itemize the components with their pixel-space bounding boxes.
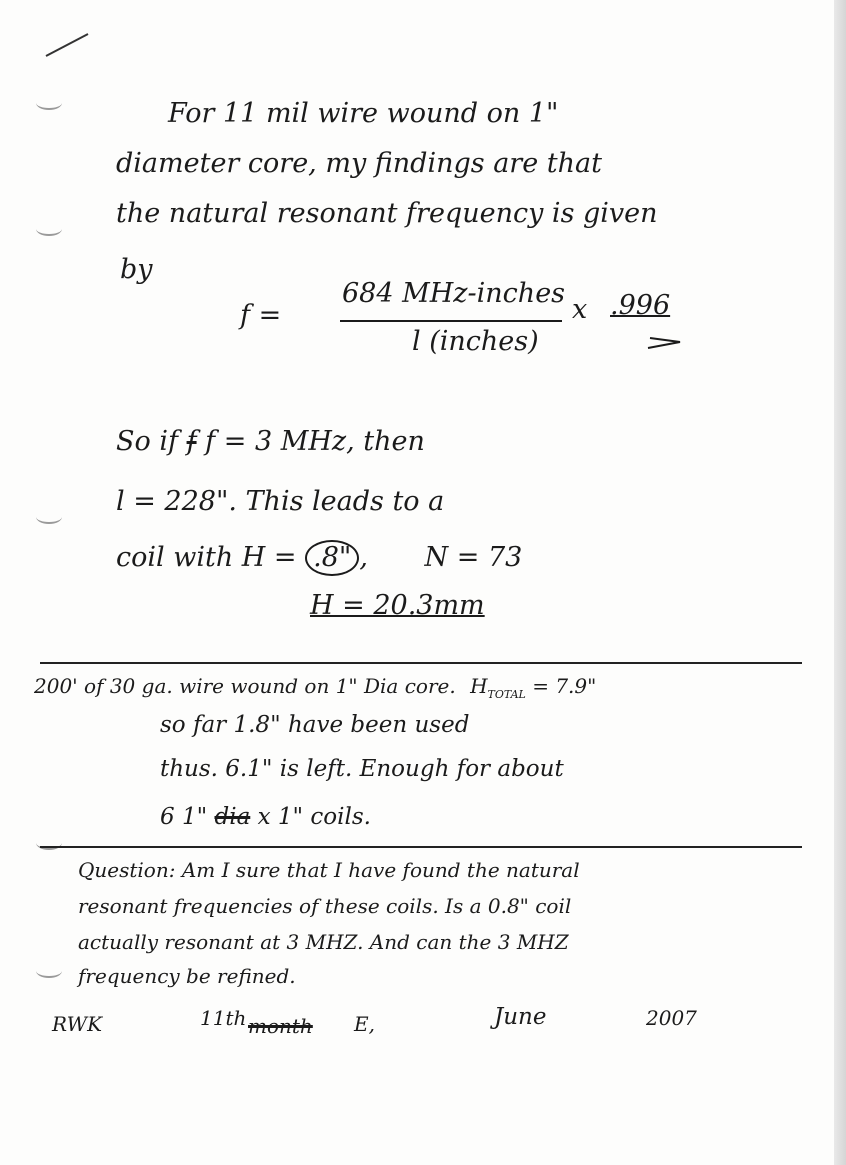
para1-line4: by bbox=[120, 254, 153, 285]
signature-initials: RWK bbox=[52, 1012, 103, 1036]
para2-line4: H = 20.3mm bbox=[310, 590, 485, 621]
para3-line4-b: x 1" coils. bbox=[257, 804, 371, 830]
divider-line bbox=[40, 846, 802, 848]
para3-line2: so far 1.8" have been used bbox=[160, 712, 470, 738]
formula-factor: .996 bbox=[610, 290, 671, 321]
para3-line1-b: = 7.9" bbox=[532, 674, 597, 698]
para3-line1-a: 200' of 30 ga. wire wound on 1" Dia core. bbox=[34, 674, 456, 698]
para2-line1-a: So if bbox=[116, 426, 178, 457]
para4-line3: actually resonant at 3 MHZ. And can the 3 MHZ bbox=[78, 930, 569, 954]
para2-line3-a: coil with H = bbox=[116, 542, 297, 573]
para2-line3 bbox=[116, 540, 522, 576]
formula-lhs: f = bbox=[240, 300, 282, 331]
fraction-bar bbox=[340, 320, 562, 322]
para2-line3-b: , bbox=[359, 542, 368, 573]
h-total-label: $H_{TOTAL}$ bbox=[470, 674, 526, 701]
para2-line1 bbox=[116, 428, 425, 455]
para4-line1: Question: Am I sure that I have found the natural bbox=[78, 858, 580, 882]
para4-line4: frequency be refined. bbox=[78, 964, 296, 988]
formula-times: x bbox=[572, 294, 588, 325]
para3-line3: thus. 6.1" is left. Enough for about bbox=[160, 756, 564, 782]
struck-letter: f bbox=[186, 426, 197, 457]
approx-mark bbox=[648, 338, 680, 348]
para1-line1: For 11 mil wire wound on 1" bbox=[168, 98, 559, 129]
signature-struck: month bbox=[248, 1014, 313, 1038]
formula-denominator: l (inches) bbox=[412, 326, 539, 357]
para3-line4 bbox=[160, 806, 371, 829]
turns-count: N = 73 bbox=[424, 542, 523, 573]
corner-pen-stroke bbox=[46, 34, 88, 56]
para3-line1 bbox=[34, 676, 596, 700]
signature-year: 2007 bbox=[646, 1006, 697, 1030]
para1-line2: diameter core, my findings are that bbox=[116, 148, 602, 179]
para2-line2: l = 228". This leads to a bbox=[116, 486, 445, 517]
signature-month: June bbox=[494, 1004, 547, 1030]
signature-mark: E, bbox=[354, 1012, 375, 1036]
para2-line1-b: f = 3 MHz, then bbox=[205, 426, 425, 457]
divider-line bbox=[40, 662, 802, 664]
circled-height: .8" bbox=[305, 540, 359, 576]
formula-numerator: 684 MHz-inches bbox=[342, 278, 566, 309]
para3-line4-a: 6 1" bbox=[160, 804, 208, 830]
para1-line3: the natural resonant frequency is given bbox=[116, 198, 658, 229]
signature-day: 11th bbox=[200, 1006, 247, 1030]
para4-line2: resonant frequencies of these coils. Is a 0.8" coil bbox=[78, 894, 572, 918]
struck-word: dia bbox=[214, 804, 251, 830]
